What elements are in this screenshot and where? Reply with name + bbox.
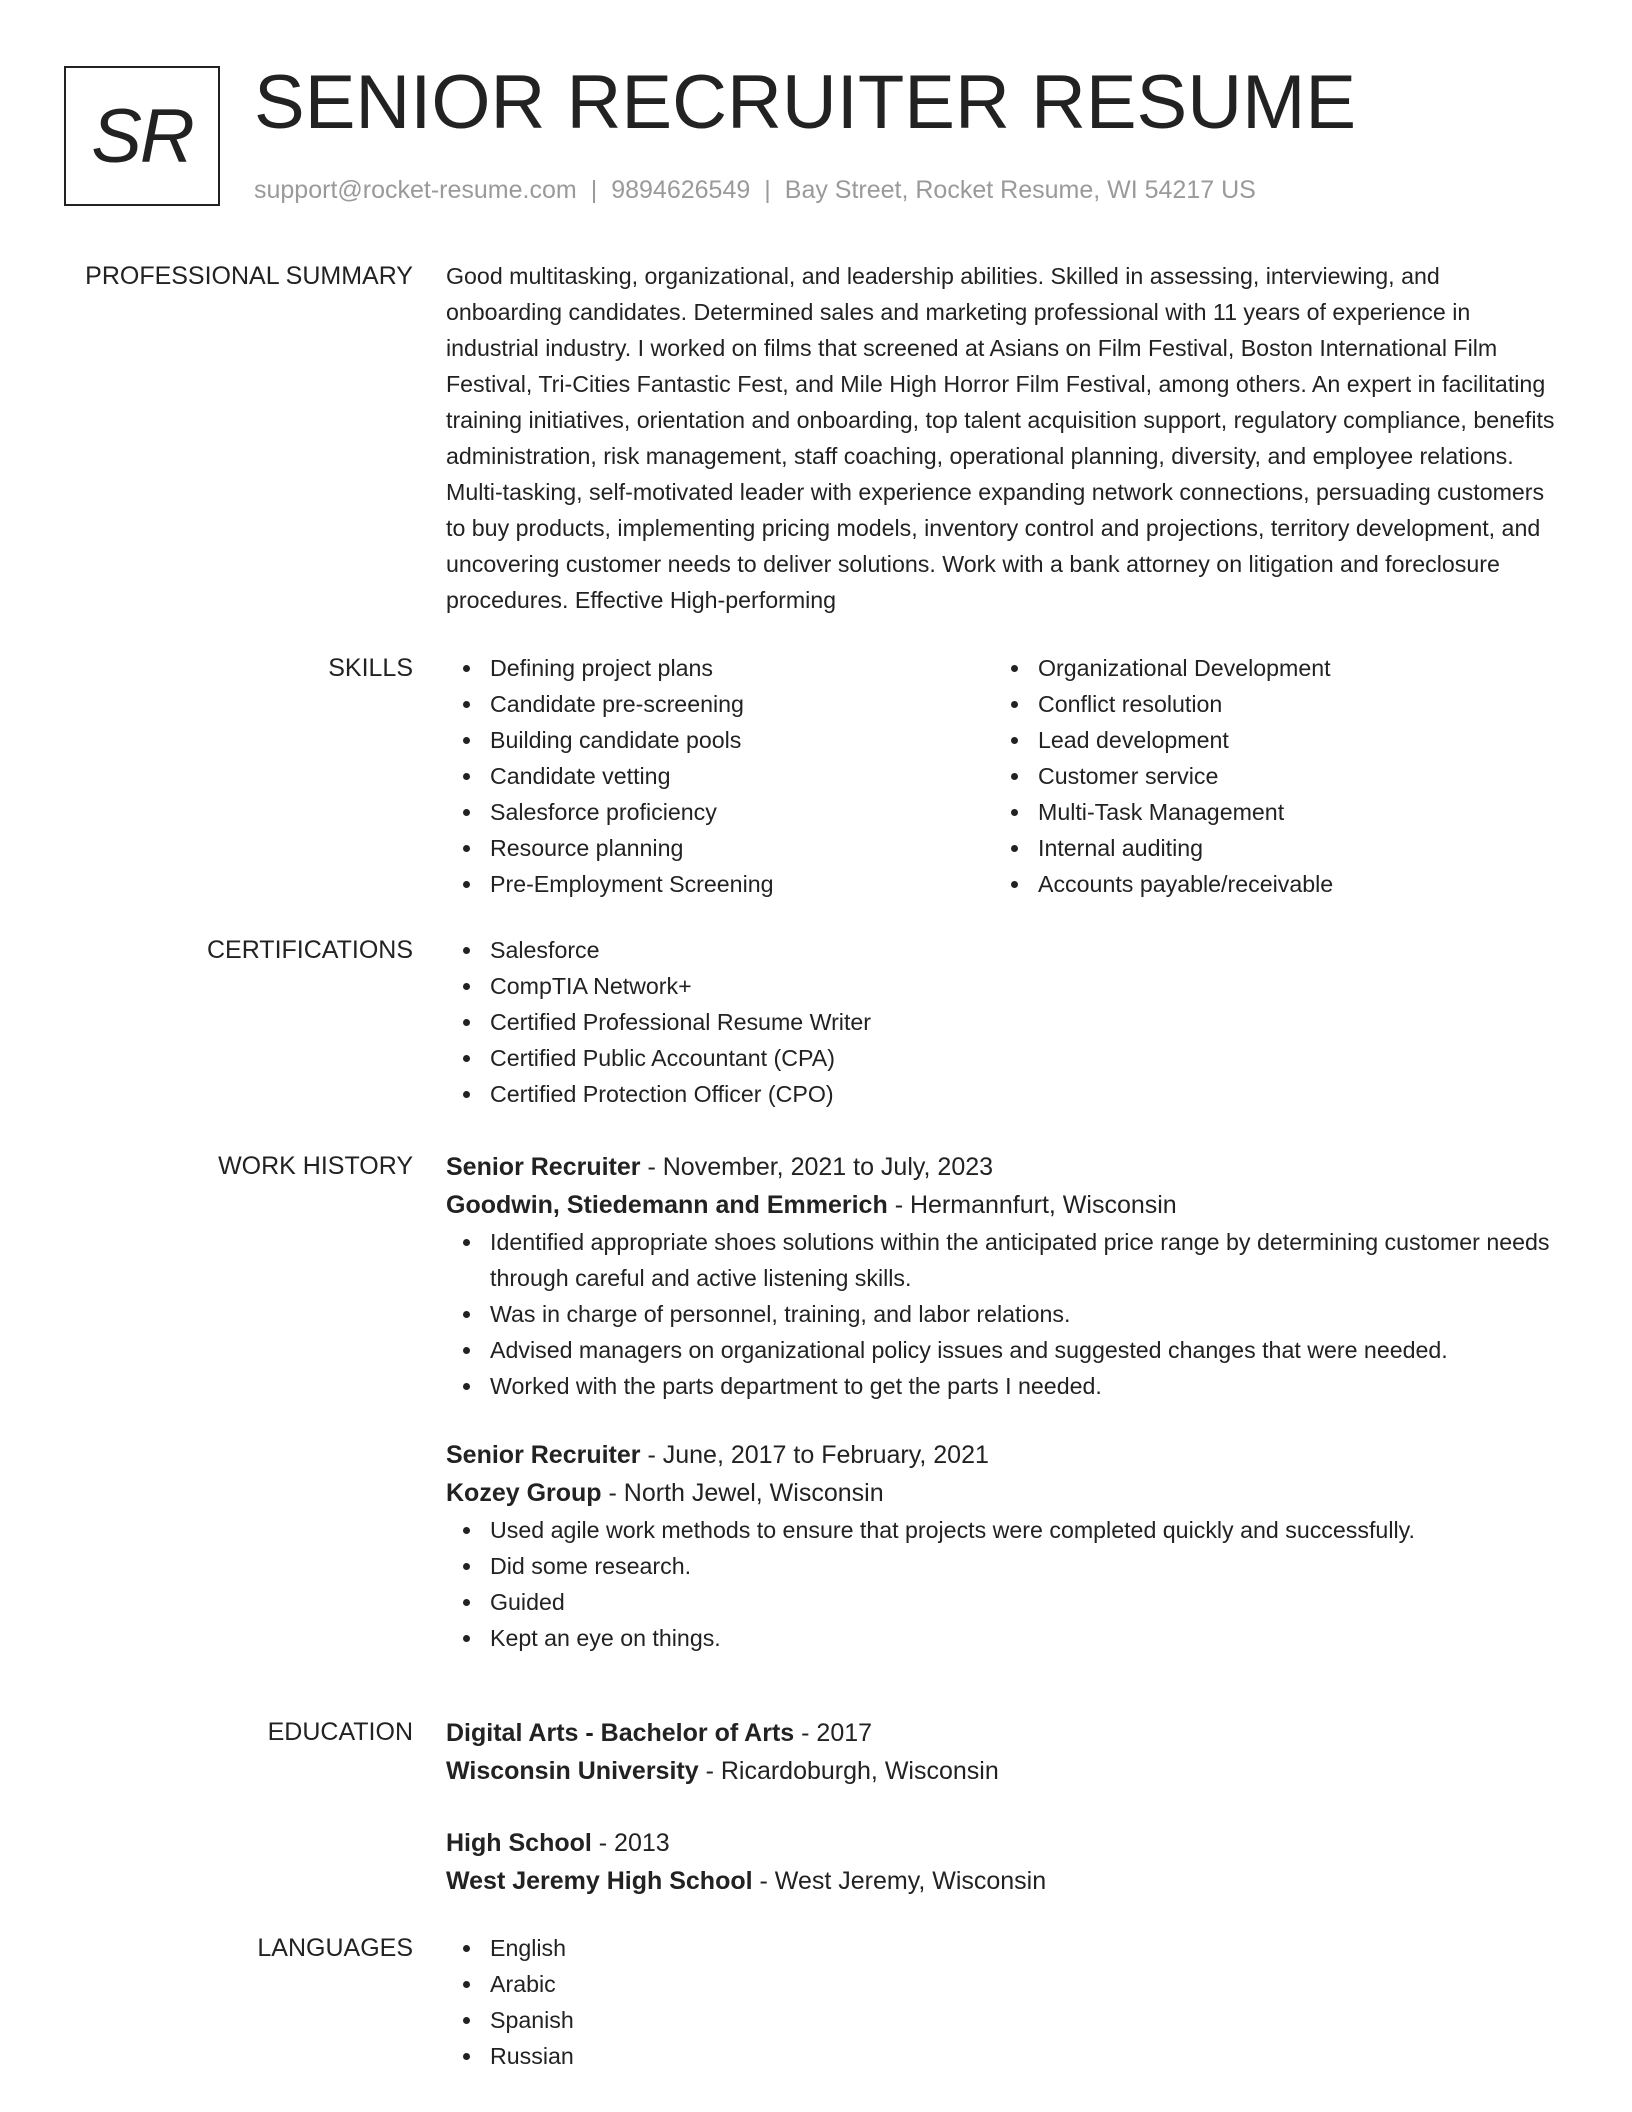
degree-year: - 2017	[794, 1719, 873, 1747]
skill-item: Salesforce proficiency	[490, 794, 994, 830]
degree-name: High School	[446, 1829, 592, 1857]
certifications-heading: CERTIFICATIONS	[206, 936, 413, 964]
school-name: West Jeremy High School	[446, 1867, 753, 1895]
contact-line	[254, 174, 1256, 206]
job-entry	[446, 1148, 1556, 1404]
job-company: Goodwin, Stiedemann and Emmerich	[446, 1191, 888, 1219]
job-duty-item: Guided	[490, 1584, 1556, 1620]
job-company: Kozey Group	[446, 1479, 602, 1507]
job-title-line	[446, 1436, 1556, 1474]
job-duties	[446, 1224, 1556, 1404]
job-duty-item: Was in charge of personnel, training, and labor relations.	[490, 1296, 1556, 1332]
contact-phone: 9894626549	[611, 176, 751, 204]
skill-item: Accounts payable/receivable	[1038, 866, 1542, 902]
job-title: Senior Recruiter	[446, 1153, 641, 1181]
certification-item: Certified Public Accountant (CPA)	[490, 1040, 1556, 1076]
skill-item: Building candidate pools	[490, 722, 994, 758]
summary-heading: PROFESSIONAL SUMMARY	[85, 262, 413, 290]
job-company-line	[446, 1474, 1556, 1512]
skills-column-left	[446, 650, 994, 902]
school-line	[446, 1752, 1556, 1790]
job-company-line	[446, 1186, 1556, 1224]
resume-title: SENIOR RECRUITER RESUME	[254, 60, 1357, 145]
certification-item: Salesforce	[490, 932, 1556, 968]
certification-item: Certified Protection Officer (CPO)	[490, 1076, 1556, 1112]
education-entry	[446, 1714, 1556, 1790]
job-location: - North Jewel, Wisconsin	[601, 1479, 884, 1507]
language-item: Russian	[490, 2038, 1556, 2074]
certifications-body	[446, 932, 1556, 1112]
summary-body	[446, 258, 1556, 618]
job-dates: - June, 2017 to February, 2021	[640, 1441, 989, 1469]
skills-column-right	[994, 650, 1542, 902]
certification-item: Certified Professional Resume Writer	[490, 1004, 1556, 1040]
skill-item: Customer service	[1038, 758, 1542, 794]
language-item: Spanish	[490, 2002, 1556, 2038]
contact-email: support@rocket-resume.com	[254, 176, 577, 204]
skill-item: Lead development	[1038, 722, 1542, 758]
job-duty-item: Worked with the parts department to get the parts I needed.	[490, 1368, 1556, 1404]
skill-item: Defining project plans	[490, 650, 994, 686]
job-duty-item: Did some research.	[490, 1548, 1556, 1584]
skill-item: Pre-Employment Screening	[490, 866, 994, 902]
languages-body	[446, 1930, 1556, 2074]
monogram-logo: SR	[64, 66, 220, 206]
degree-year: - 2013	[591, 1829, 670, 1857]
job-duty-item: Kept an eye on things.	[490, 1620, 1556, 1656]
degree-name: Digital Arts - Bachelor of Arts	[446, 1719, 795, 1747]
education-entry	[446, 1824, 1556, 1900]
degree-line	[446, 1824, 1556, 1862]
contact-separator: |	[764, 176, 771, 204]
skill-item: Resource planning	[490, 830, 994, 866]
school-line	[446, 1862, 1556, 1900]
job-location: - Hermannfurt, Wisconsin	[887, 1191, 1177, 1219]
job-title-line	[446, 1148, 1556, 1186]
skill-item: Multi-Task Management	[1038, 794, 1542, 830]
job-duty-item: Identified appropriate shoes solutions within the anticipated price range by determining customer needs through careful and active listening skills.	[490, 1224, 1556, 1296]
skill-item: Organizational Development	[1038, 650, 1542, 686]
skill-item: Candidate pre-screening	[490, 686, 994, 722]
skill-item: Internal auditing	[1038, 830, 1542, 866]
language-item: Arabic	[490, 1966, 1556, 2002]
skills-body	[446, 650, 1556, 902]
languages-heading: LANGUAGES	[257, 1934, 413, 1962]
education-body	[446, 1714, 1556, 1900]
language-item: English	[490, 1930, 1556, 1966]
job-duty-item: Used agile work methods to ensure that projects were completed quickly and successfully.	[490, 1512, 1556, 1548]
job-title: Senior Recruiter	[446, 1441, 641, 1469]
job-entry	[446, 1436, 1556, 1656]
contact-separator: |	[590, 176, 598, 204]
job-duty-item: Advised managers on organizational policy issues and suggested changes that were needed.	[490, 1332, 1556, 1368]
education-heading: EDUCATION	[267, 1718, 413, 1746]
job-dates: - November, 2021 to July, 2023	[640, 1153, 994, 1181]
school-location: - West Jeremy, Wisconsin	[752, 1867, 1047, 1895]
work-history-heading: WORK HISTORY	[218, 1152, 413, 1180]
school-name: Wisconsin University	[446, 1757, 699, 1785]
school-location: - Ricardoburgh, Wisconsin	[698, 1757, 999, 1785]
job-duties	[446, 1512, 1556, 1656]
contact-address: Bay Street, Rocket Resume, WI 54217 US	[784, 176, 1256, 204]
skills-heading: SKILLS	[328, 654, 413, 682]
skill-item: Candidate vetting	[490, 758, 994, 794]
work-history-body	[446, 1148, 1556, 1656]
degree-line	[446, 1714, 1556, 1752]
skill-item: Conflict resolution	[1038, 686, 1542, 722]
summary-text: Good multitasking, organizational, and leadership abilities. Skilled in assessing, interviewing, and onboarding candidates. Determined sales and marketing professional with 11 years of experience in industrial industry. I worked on films that screened at Asians on Film Festival, Boston International Film Festival, Tri-Cities Fantastic Fest, and Mile High Horror Film Festival, among others. An expert in facilitating training initiatives, orientation and onboarding, top talent acquisition support, regulatory compliance, benefits administration, risk management, staff coaching, operational planning, diversity, and employee relations. Multi-tasking, self-motivated leader with experience expanding network connections, persuading customers to buy products, implementing pricing models, inventory control and projections, territory development, and uncovering customer needs to deliver solutions. Work with a bank attorney on litigation and foreclosure procedures. Effective High-performing	[446, 263, 1555, 613]
certification-item: CompTIA Network+	[490, 968, 1556, 1004]
